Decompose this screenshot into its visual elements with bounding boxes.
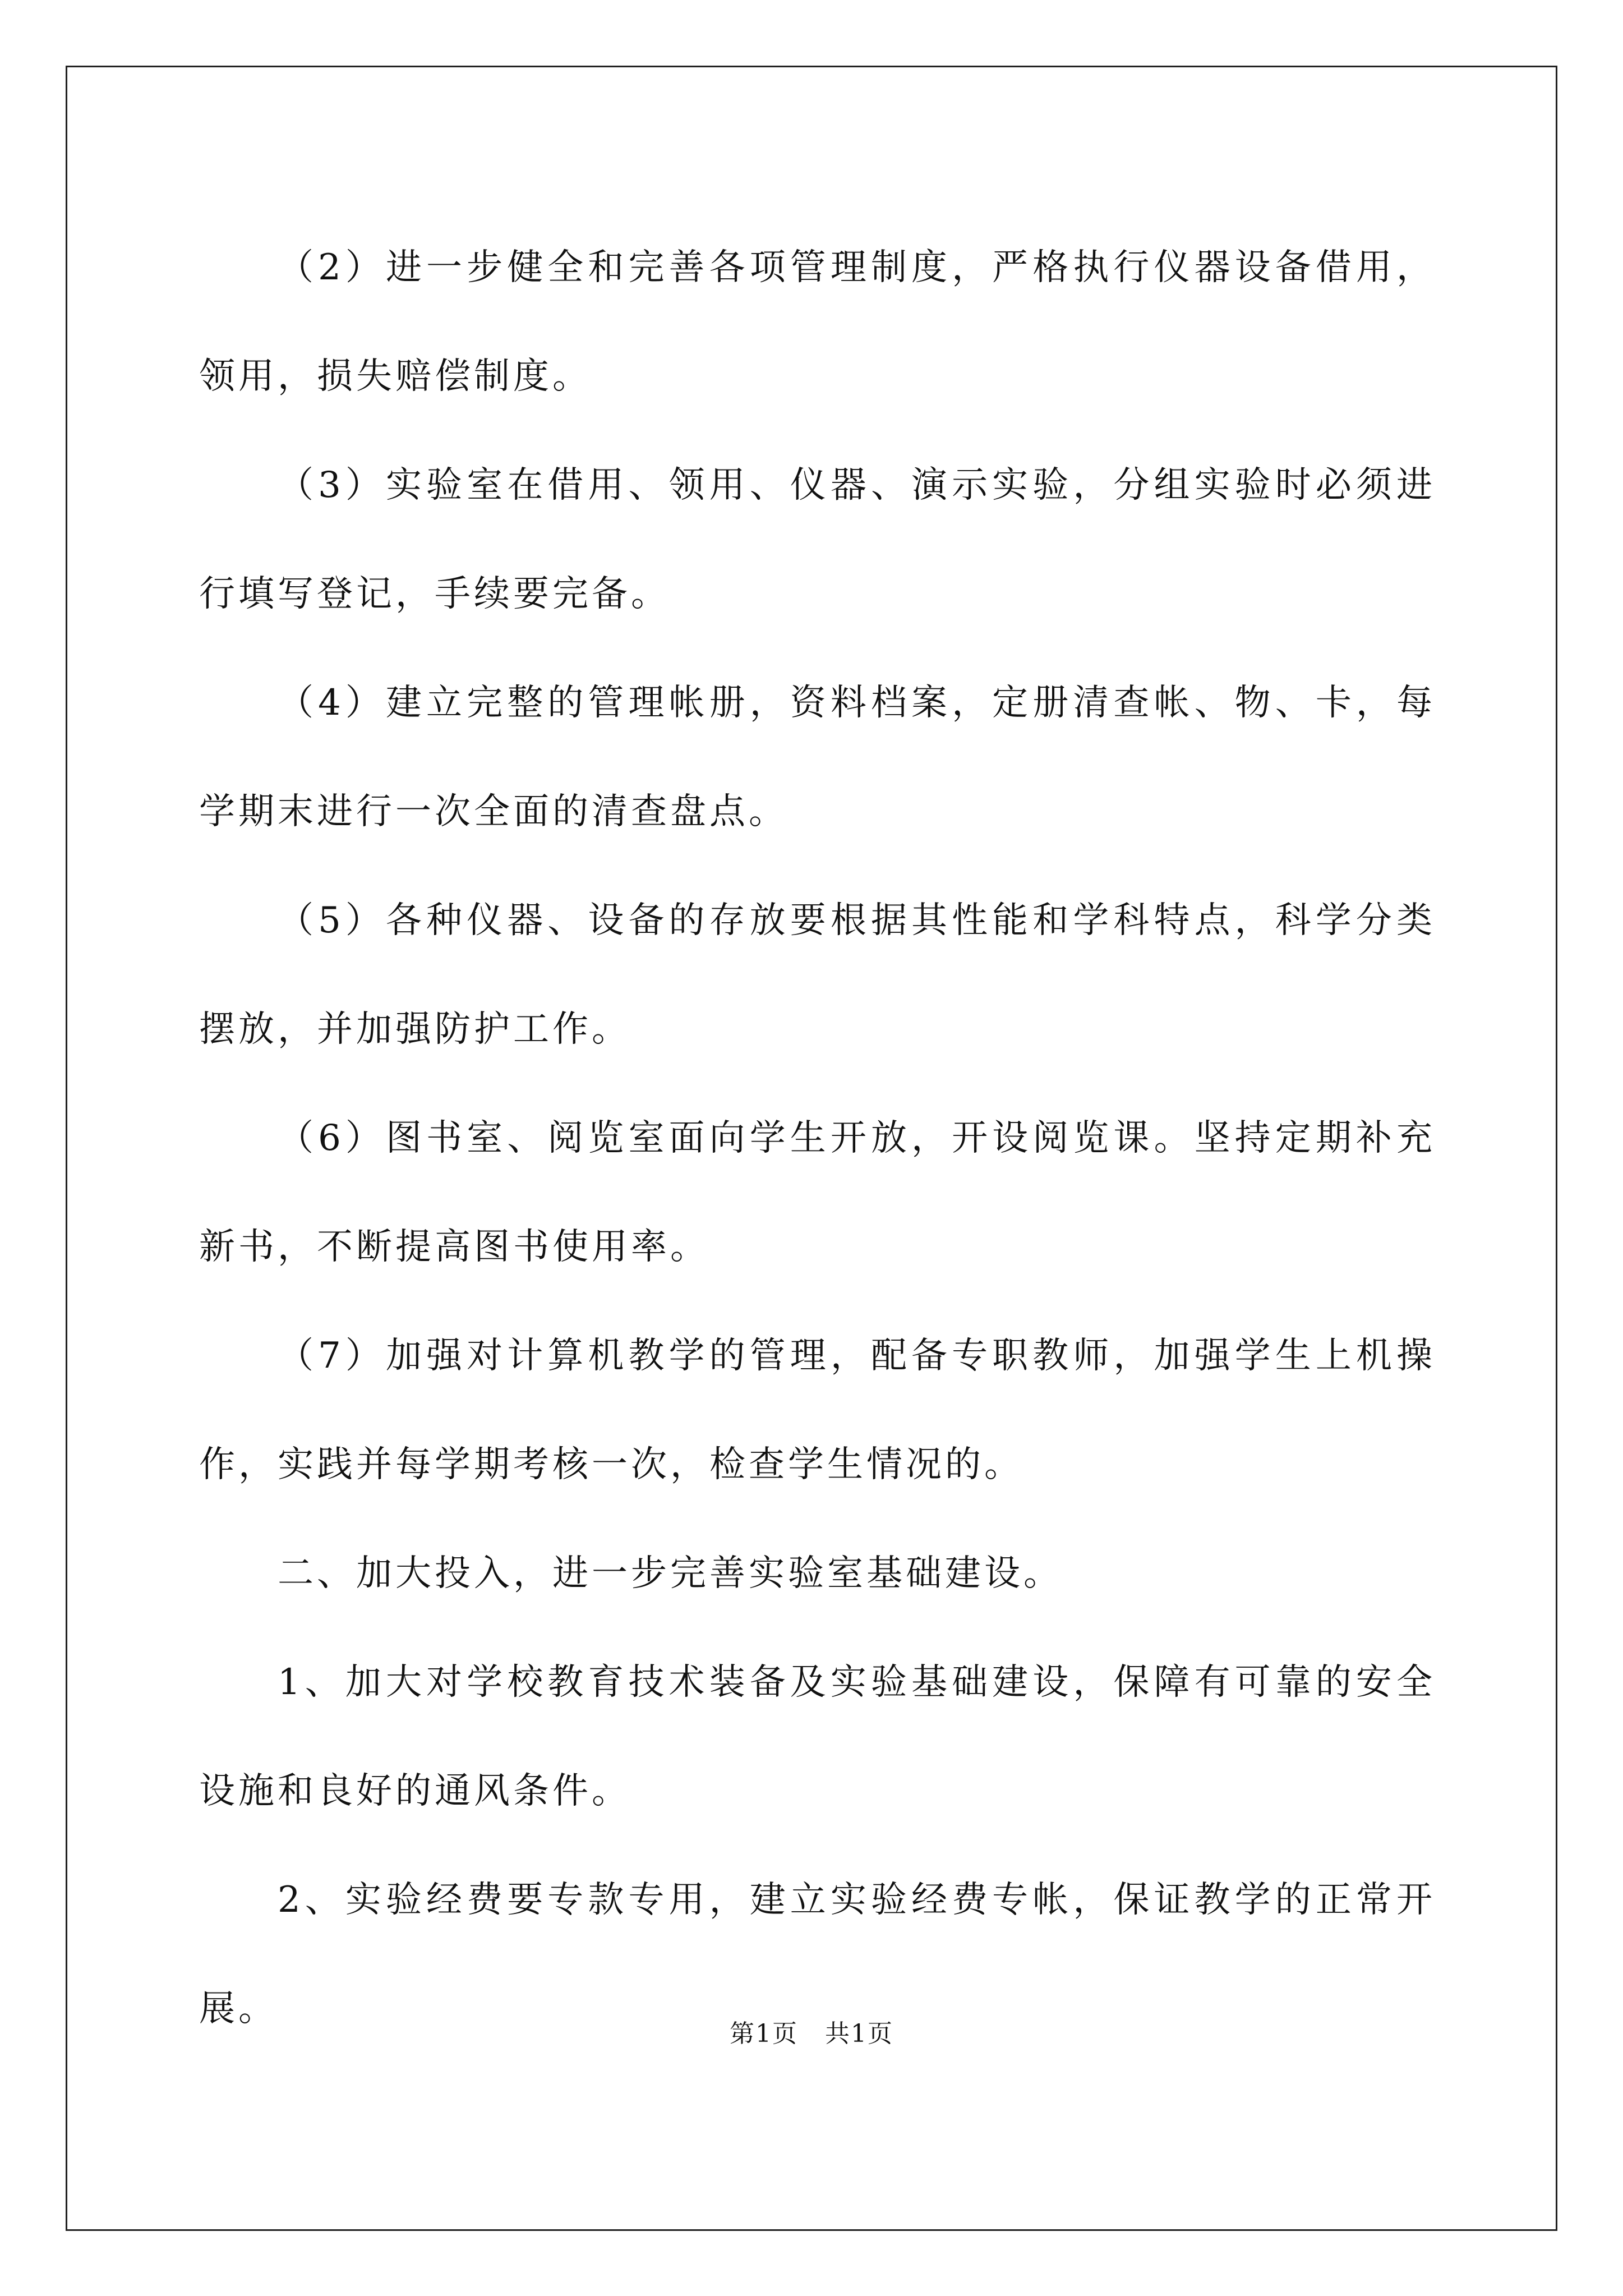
section-heading-2: 二、加大投入，进一步完善实验室基础建设。 [278,1553,1063,1594]
page-footer [0,2017,1623,2051]
paragraph-2: （2）进一步健全和完善各项管理制度，严格执行仪器设备借用，领用，损失赔偿制度。 [199,247,1436,397]
paragraph-6: （6）图书室、阅览室面向学生开放，开设阅览课。坚持定期补充新书，不断提高图书使用率。 [199,1117,1436,1268]
page-number: 第1页 [730,2019,798,2048]
page-total: 共1页 [825,2019,893,2048]
paragraph-4: （4）建立完整的管理帐册，资料档案，定册清查帐、物、卡，每学期末进行一次全面的清查盘点。 [199,682,1436,832]
paragraph-7: （7）加强对计算机教学的管理，配备专职教师，加强学生上机操作，实践并每学期考核一次，检查学生情况的。 [199,1335,1436,1485]
paragraph-item-2: 2、实验经费要专款专用，建立实验经费专帐，保证教学的正常开展。 [199,1879,1436,2030]
paragraph-5: （5）各种仪器、设备的存放要根据其性能和学科特点，科学分类摆放，并加强防护工作。 [199,900,1436,1050]
paragraph-item-1: 1、加大对学校教育技术装备及实验基础建设，保障有可靠的安全设施和良好的通风条件。 [199,1662,1436,1812]
paragraph-3: （3）实验室在借用、领用、仪器、演示实验，分组实验时必须进行填写登记，手续要完备。 [199,464,1436,615]
document-body [199,213,1436,2063]
